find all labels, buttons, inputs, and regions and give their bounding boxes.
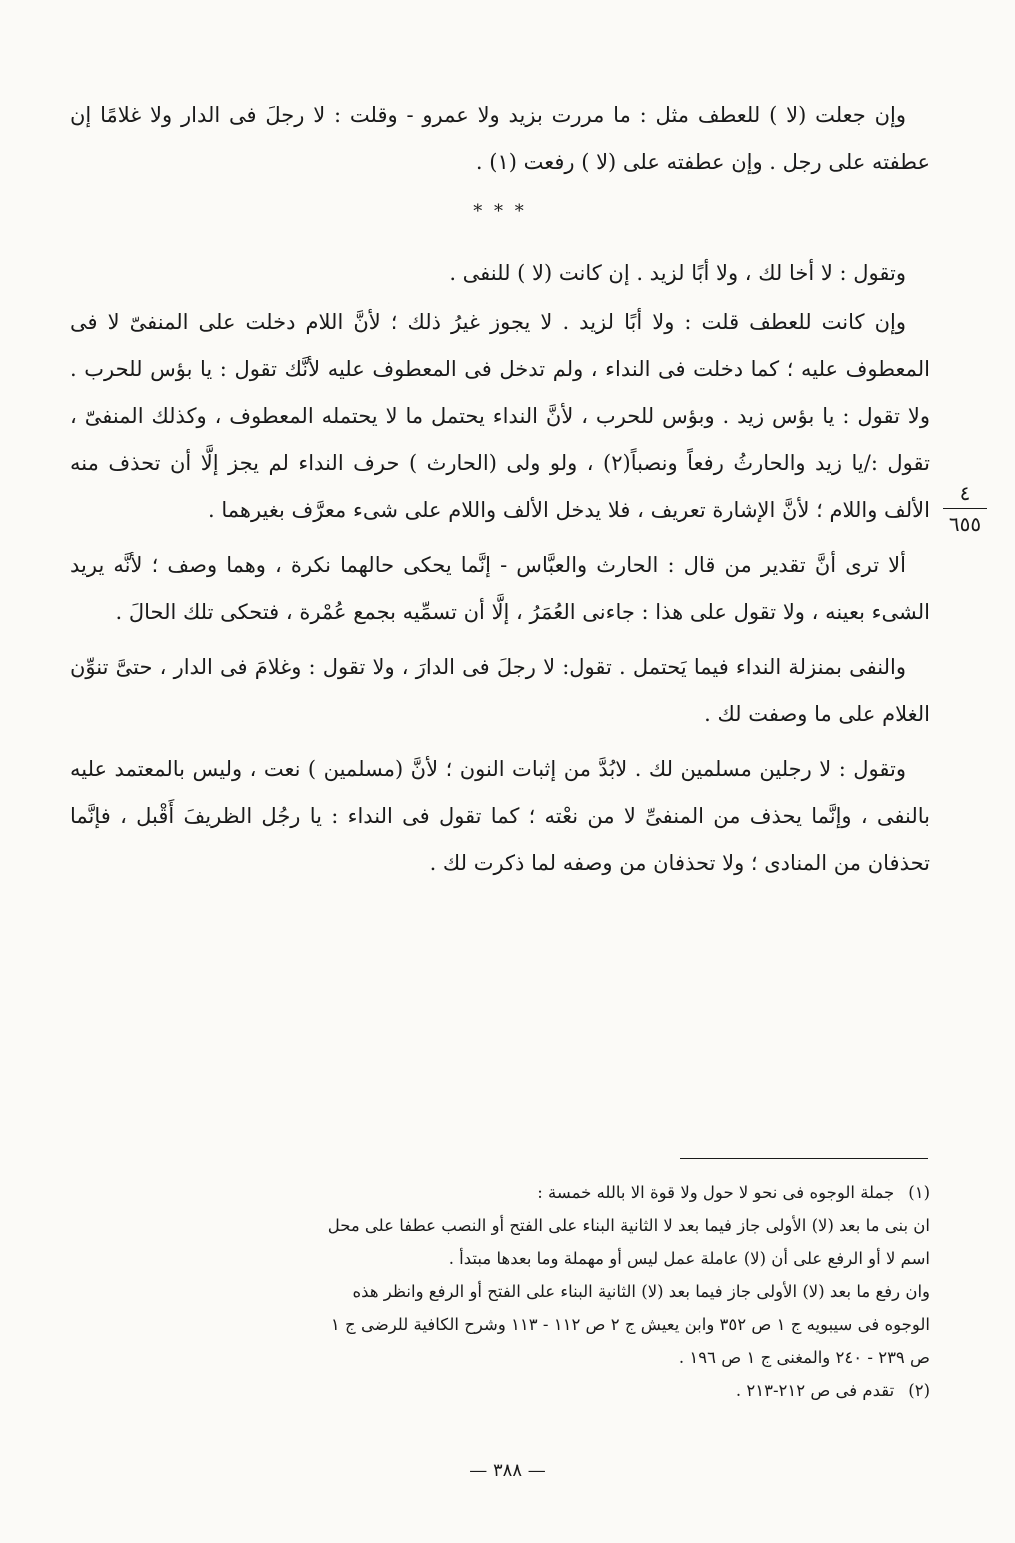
footnote-1-line-4: وان رفع ما بعد (لا) الأولى جاز فيما بعد (لا) الثانية البناء على الفتح أو الرفع وانظر هذه (352, 1282, 930, 1301)
footnote-1-line-6: ص ٢٣٩ - ٢٤٠ والمغنى ج ١ ص ١٩٦ . (678, 1348, 930, 1367)
paragraph-6: وتقول : لا رجلين مسلمين لك . لابُدَّ من إثبات النون ؛ لأنَّ (مسلمين ) نعت ، وليس بالمعتمد عليه بالنفى ، وإنَّما يحذف من المنفىِّ لا من نعْته ؛ كما تقول فى النداء : يا رجُل الظريفَ أَقْبل ، فإنَّما تحذفان من المنادى ؛ ولا تحذفان من وصفه لما ذكرت لك . (70, 757, 930, 875)
main-text (70, 92, 930, 895)
footnote-1-line-1: جملة الوجوه فى نحو لا حول ولا قوة الا بالله خمسة : (537, 1183, 895, 1202)
footnote-2-line-1: تقدم فى ص ٢١٢-٢١٣ . (735, 1381, 895, 1400)
paragraph-1: وإن جعلت (لا ) للعطف مثل : ما مررت بزيد ولا عمرو - وقلت : لا رجلَ فى الدار ولا غلامًا إن عطفته على رجل . وإن عطفته على (لا ) رفعت (١) . (70, 103, 930, 174)
footnote-1-line-5: الوجوه فى سيبويه ج ١ ص ٣٥٢ وابن يعيش ج ٢ ص ١١٢ - ١١٣ وشرح الكافية للرضى ج ١ (330, 1315, 930, 1334)
page-number: — ٣٨٨ — (469, 1460, 546, 1481)
margin-reference-volume: ٤ (959, 481, 971, 505)
footnote-1-number: (١) (908, 1183, 930, 1202)
paragraph-5: والنفى بمنزلة النداء فيما يَحتمل . تقول: لا رجلَ فى الدارَ ، ولا تقول : وغلامَ فى الدار ، حتىَّ تنوِّن الغلام على ما وصفت لك . (70, 655, 930, 726)
paragraph-4: ألا ترى أنَّ تقدير من قال : الحارث والعبَّاس - إنَّما يحكى حالهما نكرة ، وهما وصف ؛ لأنَّه يريد الشىء بعينه ، ولا تقول على هذا : جاءنى العُمَرُ ، إلَّا أن تسمِّيه بجمع عُمْرة ، فتحكى تلك الحالَ . (70, 553, 930, 624)
footnotes (70, 1176, 930, 1407)
footnote-1 (70, 1176, 930, 1209)
section-separator: * * * (473, 201, 527, 222)
margin-reference (940, 480, 990, 537)
footnote-divider (680, 1158, 928, 1159)
footnote-2 (70, 1374, 930, 1407)
footnote-1-line-3: اسم لا أو الرفع على أن (لا) عاملة عمل ليس أو مهملة وما بعدها مبتدأ . (448, 1249, 930, 1268)
footnote-1-line-2: ان بنى ما بعد (لا) الأولى جاز فيما بعد لا الثانية البناء على الفتح أو النصب عطفا على محل (327, 1216, 930, 1235)
paragraph-2: وتقول : لا أخا لك ، ولا أبًا لزيد . إن كانت (لا ) للنفى . (449, 261, 906, 285)
footnote-2-number: (٢) (908, 1381, 930, 1400)
paragraph-3: وإن كانت للعطف قلت : ولا أبًا لزيد . لا يجوز غيرُ ذلك ؛ لأنَّ اللام دخلت على المنفىّ لا فى المعطوف عليه ؛ كما دخلت فى النداء ، ولم تدخل فى المعطوف عليه لأنَّك تقول : يا بؤس للحرب . ولا تقول : يا بؤس زيد . وبؤس للحرب ، لأنَّ النداء يحتمل ما لا يحتمله المعطوف ، وكذلك المنفىّ ، تقول :/يا زيد والحارثُ رفعاً ونصباً(٢) ، ولو ولى (الحارث ) حرف النداء لم يجز إلَّا أن تحذف منه الألف واللام ؛ لأنَّ الإشارة تعريف ، فلا يدخل الألف واللام على شىء معرَّف بغيرهما . (70, 310, 930, 522)
margin-reference-page: ٦٥٥ (948, 512, 982, 536)
